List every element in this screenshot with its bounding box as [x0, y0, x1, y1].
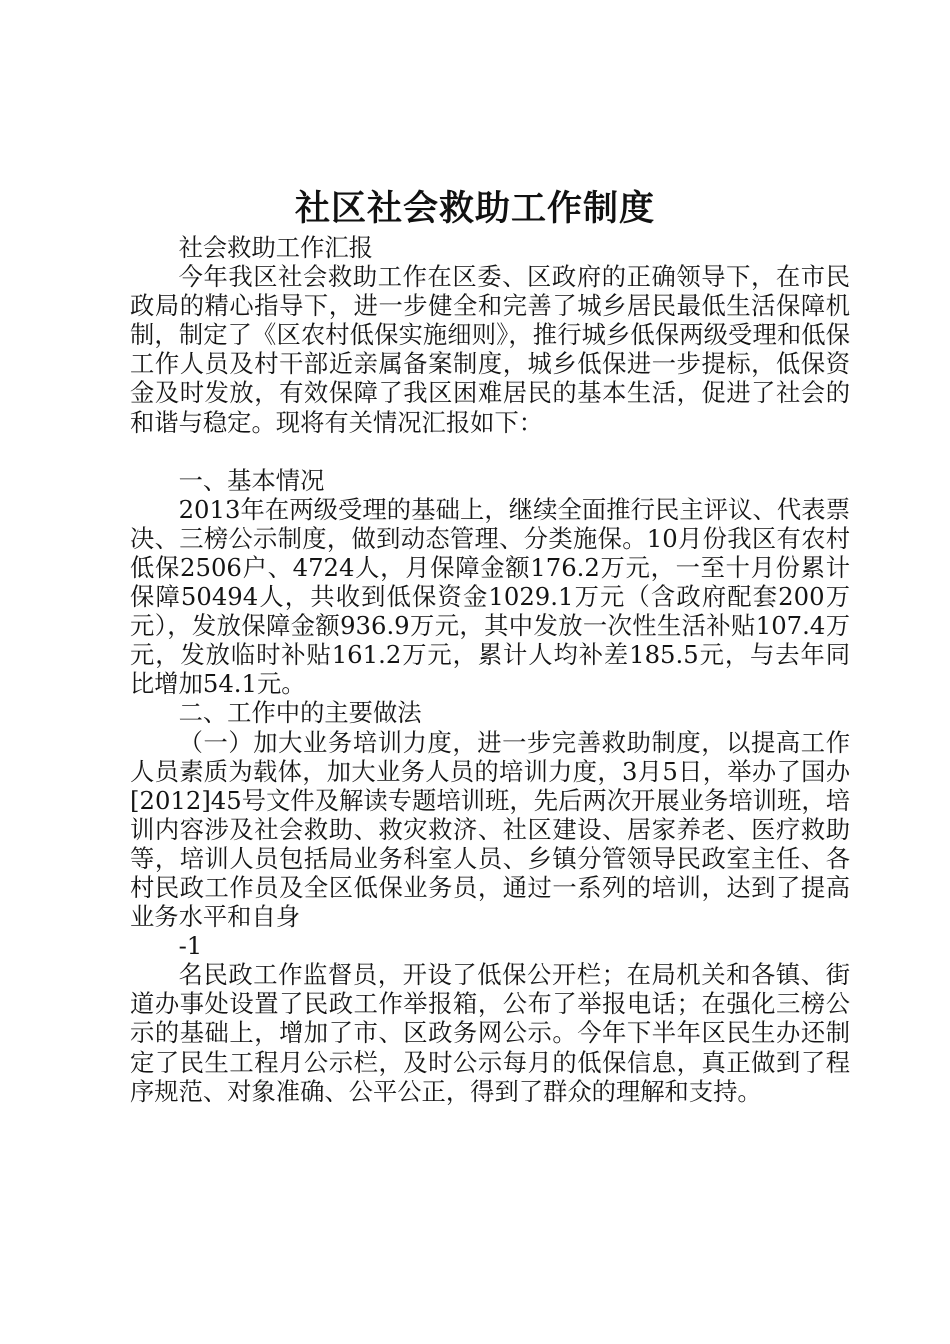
basic-situation-paragraph: 2013年在两级受理的基础上，继续全面推行民主评议、代表票决、三榜公示制度，做到动态管理、分类施保。10月份我区有农村低保2506户、4724人，月保障金额176.2万元，一至十月份累计保障50494人，共收到低保资金1029.1万元（含政府配套200万元），发放保障金额936.9万元，其中发放一次性生活补贴107.4万元，发放临时补贴161.2万元，累计人均补差185.5元，与去年同比增加54.1元。 — [130, 494, 850, 699]
training-paragraph: （一）加大业务培训力度，进一步完善救助制度，以提高工作人员素质为载体，加大业务人员的培训力度，3月5日，举办了国办[2012]45号文件及解读专题培训班，先后两次开展业务培训班，培训内容涉及社会救助、救灾救济、社区建设、居家养老、医疗救助等，培训人员包括局业务科室人员、乡镇分管领导民政室主任、各村民政工作员及全区低保业务员，通过一系列的培训，达到了提高业务水平和自身 — [130, 727, 850, 932]
document-body — [130, 233, 850, 1106]
intro-paragraph: 今年我区社会救助工作在区委、区政府的正确领导下，在市民政局的精心指导下，进一步健全和完善了城乡居民最低生活保障机制，制定了《区农村低保实施细则》，推行城乡低保两级受理和低保工作人员及村干部近亲属备案制度，城乡低保进一步提标，低保资金及时发放，有效保障了我区困难居民的基本生活，促进了社会的和谐与稳定。现将有关情况汇报如下： — [130, 262, 850, 437]
supervision-paragraph: 名民政工作监督员，开设了低保公开栏；在局机关和各镇、街道办事处设置了民政工作举报箱，公布了举报电话；在强化三榜公示的基础上，增加了市、区政务网公示。今年下半年区民生办还制定了民生工程月公示栏，及时公示每月的低保信息，真正做到了程序规范、对象准确、公平公正，得到了群众的理解和支持。 — [130, 960, 850, 1106]
document-title: 社区社会救助工作制度 — [294, 188, 655, 229]
report-heading: 社会救助工作汇报 — [178, 233, 373, 262]
section-heading-practices: 二、工作中的主要做法 — [178, 698, 422, 728]
section-heading-basic: 一、基本情况 — [178, 465, 325, 495]
page-number: -1 — [178, 931, 203, 961]
